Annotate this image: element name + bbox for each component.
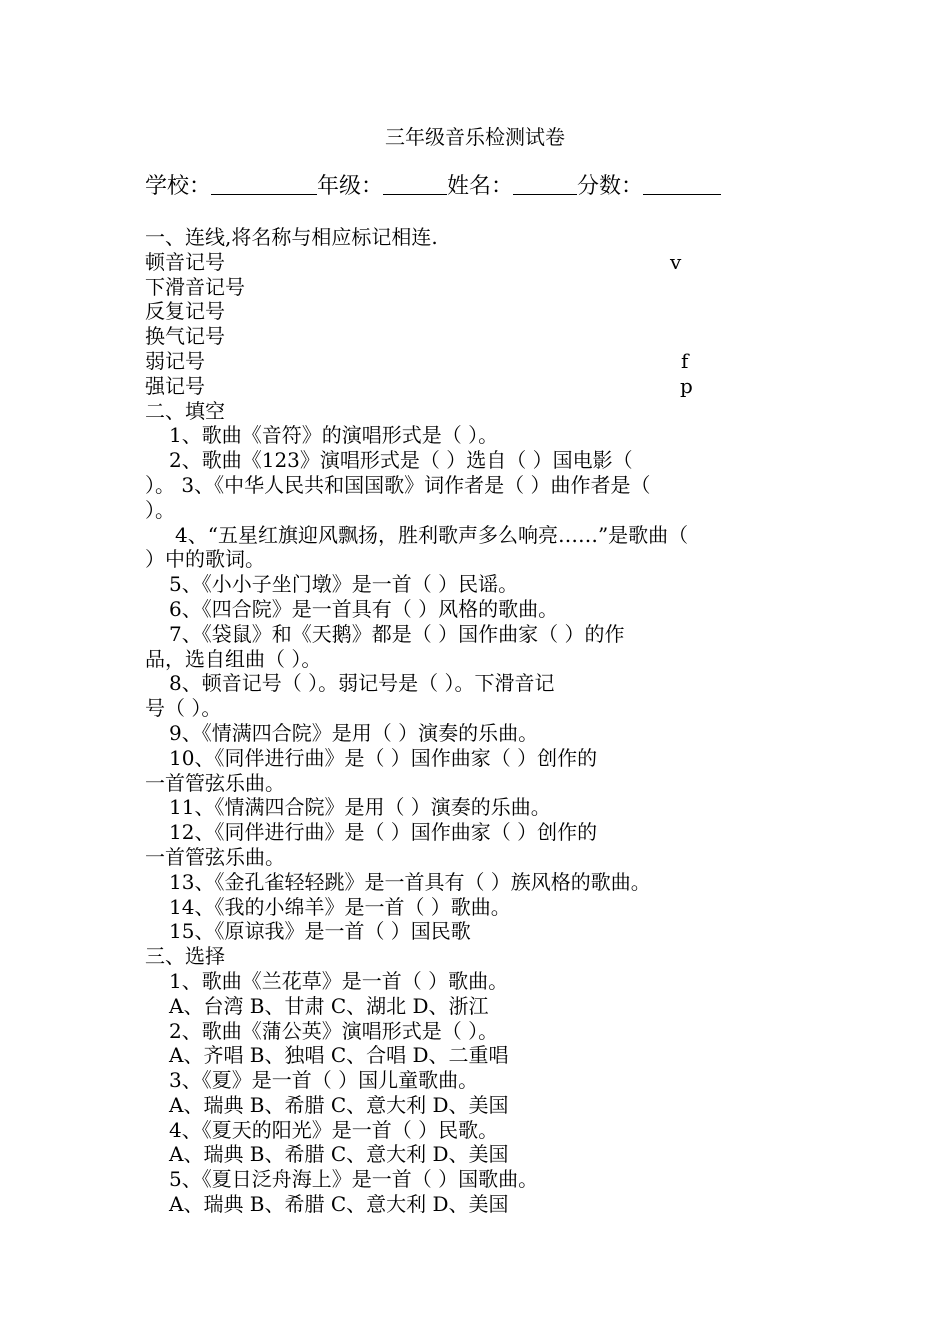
fill-question-line: 7、《袋鼠》和《天鹅》都是（ ）国作曲家（ ）的作 [169,621,625,646]
fill-question-line: 12、《同伴进行曲》是（ ）国作曲家（ ）创作的 [169,820,598,845]
fill-question-line: ）。 3、《中华人民共和国国歌》词作者是（ ）曲作者是（ [145,472,651,497]
question-body [145,225,810,1217]
name-label: 姓名： [447,174,514,199]
match-item-row [145,250,810,275]
match-symbol: p [680,373,693,398]
choice-question-line: 5、《夏日泛舟海上》是一首（ ）国歌曲。 [169,1167,539,1192]
fill-question-line: 一首管弦乐曲。 [145,844,285,869]
fill-question-line: 4、“五星红旗迎风飘扬，胜利歌声多么响亮……”是歌曲（ [175,522,689,547]
match-item: 换气记号 [145,324,225,349]
fill-question-line: 15、《原谅我》是一首（ ）国民歌 [169,919,471,944]
name-blank[interactable] [513,174,577,195]
match-item: 强记号 [145,373,205,398]
fill-question-line: 品，选自组曲（ ）。 [145,646,322,671]
match-item: 弱记号 [145,348,205,373]
fill-question-line: 13、《金孔雀轻轻跳》是一首具有（ ）族风格的歌曲。 [169,869,651,894]
fill-question-line: ）中的歌词。 [145,547,265,572]
match-item-row [145,349,810,374]
fill-question-line: 1、歌曲《音符》的演唱形式是（ ）。 [169,423,499,448]
document-title: 三年级音乐检测试卷 [385,125,565,149]
choice-options-line: A、台湾 B、甘肃 C、湖北 D、浙江 [169,993,489,1018]
match-symbol: v [670,249,682,274]
choice-options-line: A、瑞典 B、希腊 C、意大利 D、美国 [169,1092,509,1117]
choice-options-line: A、齐唱 B、独唱 C、合唱 D、二重唱 [169,1043,509,1068]
fill-question-line: ）。 [145,497,175,522]
choice-question-line: 2、歌曲《蒲公英》演唱形式是（ ）。 [169,1018,499,1043]
fill-question-line: 2、歌曲《123》演唱形式是（ ）选自（ ）国电影（ [169,448,633,473]
student-info-row [145,173,721,201]
fill-question-line: 8、顿音记号（ ）。弱记号是（ ）。下滑音记 [169,671,555,696]
match-item: 反复记号 [145,299,225,324]
section2-heading: 二、填空 [145,398,225,423]
score-blank[interactable] [643,174,721,195]
match-symbol: f [681,348,689,373]
section1-heading: 一、连线,将名称与相应标记相连. [145,225,438,249]
score-label: 分数： [577,174,644,199]
choice-question-line: 1、歌曲《兰花草》是一首（ ）歌曲。 [169,968,509,993]
choice-options-line: A、瑞典 B、希腊 C、意大利 D、美国 [169,1142,509,1167]
section3-heading: 三、选择 [145,944,225,969]
fill-question-line: 14、《我的小绵羊》是一首（ ）歌曲。 [169,894,511,919]
choice-question-line: 3、《夏》是一首（ ）国儿童歌曲。 [169,1068,479,1093]
match-item-row [145,374,810,399]
fill-question-line: 6、《四合院》是一首具有（ ）风格的歌曲。 [169,596,559,621]
match-item: 顿音记号 [145,249,225,274]
choice-options-line: A、瑞典 B、希腊 C、意大利 D、美国 [169,1192,509,1217]
fill-question-line: 5、《小小子坐门墩》是一首（ ）民谣。 [169,572,519,597]
choice-question-line: 4、《夏天的阳光》是一首（ ）民歌。 [169,1117,499,1142]
grade-label: 年级： [317,174,384,199]
school-blank[interactable] [211,174,317,195]
match-item: 下滑音记号 [145,274,245,299]
grade-blank[interactable] [383,174,447,195]
fill-question-line: 一首管弦乐曲。 [145,770,285,795]
school-label: 学校： [145,174,212,199]
fill-question-line: 9、《情满四合院》是用（ ）演奏的乐曲。 [169,720,539,745]
fill-question-line: 11、《情满四合院》是用（ ）演奏的乐曲。 [169,795,551,820]
fill-question-line: 10、《同伴进行曲》是（ ）国作曲家（ ）创作的 [169,745,598,770]
fill-question-line: 号（ ）。 [145,696,222,721]
